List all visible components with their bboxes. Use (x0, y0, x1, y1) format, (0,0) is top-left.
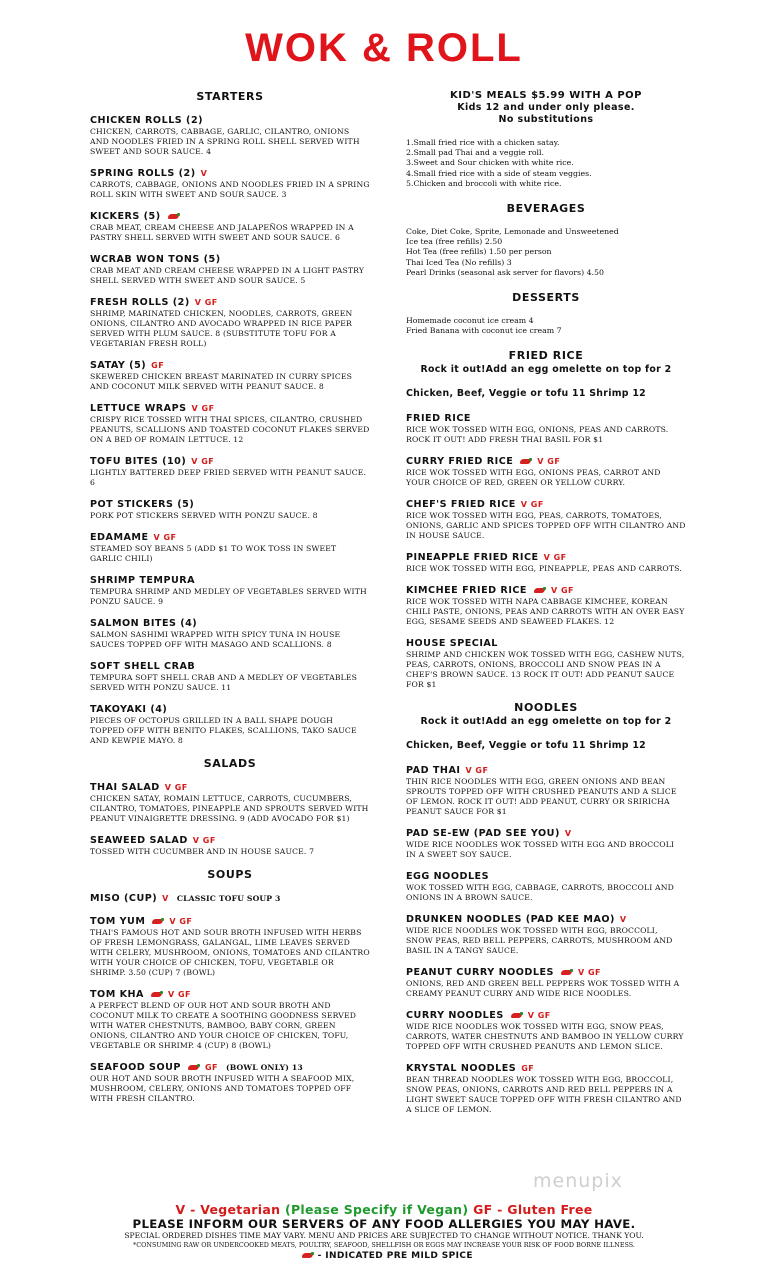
allergy-notice: PLEASE INFORM OUR SERVERS OF ANY FOOD ALLERGIES YOU MAY HAVE. (132, 1217, 636, 1231)
menu-item-header (406, 552, 686, 564)
menu-item-header (406, 1063, 686, 1075)
pepper-icon (167, 213, 180, 220)
kids-note: No substitutions (498, 114, 594, 125)
list-line: 3.Sweet and Sour chicken with white rice. (406, 158, 574, 168)
menu-item (406, 1063, 686, 1115)
menu-item-name: TOM YUM (90, 916, 146, 927)
list-line: Homemade coconut ice cream 4 (406, 316, 534, 326)
menu-item-header (90, 575, 370, 587)
menu-item-description: WOK TOSSED WITH EGG, CABBAGE, CARROTS, BROCCOLI AND ONIONS IN A BROWN SAUCE. (406, 883, 674, 903)
list-line: 5.Chicken and broccoli with white rice. (406, 178, 562, 188)
menu-item (406, 456, 686, 488)
menu-item (90, 893, 370, 905)
menu-item-description: THIN RICE NOODLES WITH EGG, GREEN ONIONS AND BEAN SPROUTS TOPPED OFF WITH CRUSHED PEANUTS AND A SLICE OF LEMON. ROCK IT OUT! ADD PEANUT, CURRY OR SRIRICHA PEANUT SAUCE FOR $1 (406, 777, 677, 817)
menu-item-name: DRUNKEN NOODLES (PAD KEE MAO) (406, 914, 615, 926)
list-line: Hot Tea (free refills) 1.50 per person (406, 247, 552, 257)
kids-meals (406, 90, 686, 126)
menu-item-description: BEAN THREAD NOODLES WOK TOSSED WITH EGG, BROCCOLI, SNOW PEAS, ONIONS, CARROTS AND RED BELL PEPPERS IN A LIGHT SWEET SAUCE TOPPED OFF WITH FRESH CILANTRO AND A SLICE OF LEMON. (406, 1075, 682, 1115)
menu-item (406, 765, 686, 817)
pepper-icon (151, 918, 164, 925)
menu-item-name: KIMCHEE FRIED RICE (406, 585, 527, 597)
menu-item-name: SEAWEED SALAD (90, 835, 188, 846)
menu-item-description: SKEWERED CHICKEN BREAST MARINATED IN CURRY SPICES AND COCONUT MILK SERVED WITH PEANUT SAUCE. 8 (90, 372, 353, 391)
menu-item-name: PINEAPPLE FRIED RICE (406, 552, 539, 564)
list-line: Pearl Drinks (seasonal ask server for flavors) 4.50 (406, 267, 604, 277)
diet-tags: V (564, 829, 572, 839)
menu-item-name: TAKOYAKI (4) (90, 704, 168, 715)
diet-tags: GF (204, 1063, 218, 1072)
menu-item (90, 254, 370, 286)
menu-item-name: KRYSTAL NOODLES (406, 1063, 517, 1075)
menu-item-description: RICE WOK TOSSED WITH EGG, ONIONS, PEAS AND CARROTS. ROCK IT OUT! ADD FRESH THAI BASIL FOR $1 (406, 425, 669, 445)
menu-item-name: TOFU BITES (10) (90, 456, 187, 467)
menu-item-header (90, 782, 370, 794)
menu-item-header (406, 499, 686, 511)
menu-item-description: ONIONS, RED AND GREEN BELL PEPPERS WOK TOSSED WITH A CREAMY PEANUT CURRY AND WIDE RICE NOODLES. (406, 979, 680, 999)
list-line: 4.Small fried rice with a side of steam veggies. (406, 168, 592, 178)
menu-item-name: SHRIMP TEMPURA (90, 575, 196, 586)
menu-item-description: WIDE RICE NOODLES WOK TOSSED WITH EGG, BROCCOLI, SNOW PEAS, RED BELL PEPPERS, CARROTS, MUSHROOM AND BASIL IN A TANGY SAUCE. (406, 926, 673, 956)
menu-item (90, 403, 370, 445)
menu-item-name: CURRY FRIED RICE (406, 456, 514, 468)
menu-item-name: SALMON BITES (4) (90, 618, 198, 629)
menu-item (90, 297, 370, 349)
menu-item-description: TOSSED WITH CUCUMBER AND IN HOUSE SAUCE. 7 (90, 847, 315, 856)
section-title: SALADS (203, 757, 257, 770)
menu-item (90, 835, 370, 857)
diet-tags: V GF (465, 766, 489, 776)
diet-tags: V GF (551, 586, 575, 596)
left-column (90, 90, 370, 1115)
change-notice: SPECIAL ORDERED DISHES TIME MAY VARY. MENU AND PRICES ARE SUBJECTED TO CHANGE WITHOUT NOTICE. THANK YOU. (124, 1231, 644, 1240)
menu-item-description: RICE WOK TOSSED WITH EGG, PEAS, CARROTS, TOMATOES, ONIONS, GARLIC AND SPICES TOPPED OFF WITH CILANTRO AND IN HOUSE SAUCE. (406, 511, 686, 541)
diet-tags: V GF (520, 500, 544, 510)
menu-item-description: RICE WOK TOSSED WITH NAPA CABBAGE KIMCHEE, KOREAN CHILI PASTE, ONIONS, PEAS AND CARROTS WITH AN OVER EASY EGG, SESAME SEEDS AND SEAWEED FLAKES. 12 (406, 597, 685, 627)
menu-item-header (406, 765, 686, 777)
menu-item-header (90, 254, 370, 266)
diet-tags: V GF (164, 783, 188, 792)
menu-item-description: CRISPY RICE TOSSED WITH THAI SPICES, CILANTRO, CRUSHED PEANUTS, SCALLIONS AND TOASTED COCONUT FLAKES SERVED ON A BED OF ROMAIN LETTUCE. 12 (90, 415, 370, 444)
diet-tags: GF (151, 361, 165, 370)
menu-item-name: CHEF'S FRIED RICE (406, 499, 516, 511)
legend-vegan: (Please Specify if Vegan) (284, 1202, 469, 1217)
menu-item (406, 1010, 686, 1052)
fried-rice-list (406, 413, 686, 690)
menu-item-header (90, 532, 370, 544)
menu-item-header (90, 704, 370, 716)
menu-item (406, 413, 686, 445)
menu-item (90, 360, 370, 392)
menu-item-header (90, 835, 370, 847)
menu-item (406, 828, 686, 860)
legend-gluten-free: GF - Gluten Free (473, 1202, 593, 1217)
diet-tags: V (619, 915, 627, 925)
menu-item-name: EGG NOODLES (406, 871, 490, 883)
menu-item-name: CHICKEN ROLLS (2) (90, 115, 204, 126)
menu-item-description: THAI'S FAMOUS HOT AND SOUR BROTH INFUSED WITH HERBS OF FRESH LEMONGRASS, GALANGAL, LIME LEAVES SERVED WITH CELERY, MUSHROOM, ONIONS, TOMATOES AND CILANTRO WITH YOUR CHOICE OF CHICKEN, TOFU, VEGETABLE OR SHRIMP. 3.50 (CUP) 7 (BOWL) (90, 928, 370, 977)
diet-tags: V GF (537, 457, 561, 467)
menu-item-name: EDAMAME (90, 532, 149, 543)
menu-item-description: RICE WOK TOSSED WITH EGG, PINEAPPLE, PEAS AND CARROTS. (406, 564, 682, 574)
list-line: Thai Iced Tea (No refills) 3 (406, 257, 512, 267)
menu-item-header (406, 413, 686, 425)
menu-item-name: LETTUCE WRAPS (90, 403, 187, 414)
menu-item-header (90, 989, 370, 1001)
menu-item-description: STEAMED SOY BEANS 5 (ADD $1 TO WOK TOSS IN SWEET GARLIC CHILI) (90, 544, 337, 563)
list-line: 1.Small fried rice with a chicken satay. (406, 138, 560, 147)
list-line: Coke, Diet Coke, Sprite, Lemonade and Unsweetened (406, 227, 619, 237)
pepper-icon (301, 1252, 314, 1259)
diet-tags: V GF (167, 990, 191, 999)
pepper-icon (150, 991, 163, 998)
menu-item (90, 115, 370, 157)
spice-legend-text: - INDICATED PRE MILD SPICE (317, 1251, 473, 1261)
list-line: Fried Banana with coconut ice cream 7 (406, 326, 562, 336)
menu-item-header (90, 360, 370, 372)
menu-item-header (406, 871, 686, 883)
menu-item (90, 989, 370, 1051)
menu-item-header (90, 893, 370, 905)
menu-item-header (90, 115, 370, 127)
diet-tags: V GF (527, 1011, 551, 1021)
menu-item-name: WCRAB WON TONS (5) (90, 254, 221, 265)
fried-rice-rock: Rock it out!Add an egg omelette on top for 2 (420, 364, 672, 376)
menu-item-name: SATAY (5) (90, 360, 147, 371)
menu-item-header (90, 1062, 370, 1074)
menu-item (406, 499, 686, 541)
consuming-warning: *CONSUMING RAW OR UNDERCOOKED MEATS, POULTRY, SEAFOOD, SHELLFISH OR EGGS MAY INCREASE YOUR RISK OF FOOD BORNE ILLNESS. (133, 1241, 635, 1249)
menu-item-name: THAI SALAD (90, 782, 160, 793)
menu-item-name: TOM KHA (90, 989, 144, 1000)
diet-tags: V GF (191, 404, 215, 413)
pepper-icon (533, 587, 546, 594)
desserts-list (406, 316, 686, 336)
menu-item-description: PIECES OF OCTOPUS GRILLED IN A BALL SHAPE DOUGH TOPPED OFF WITH BENITO FLAKES, SCALLIONS, TAKO SAUCE AND KEWPIE MAYO. 8 (90, 716, 357, 745)
menu-item-header (90, 916, 370, 928)
menu-item-description: TEMPURA SOFT SHELL CRAB AND A MEDLEY OF VEGETABLES SERVED WITH PONZU SAUCE. 11 (90, 673, 358, 692)
menu-item-name: CURRY NOODLES (406, 1010, 504, 1022)
menu-item-name: PAD THAI (406, 765, 461, 777)
menu-item (90, 618, 370, 650)
noodles-proteins: Chicken, Beef, Veggie or tofu 11 Shrimp 12 (406, 740, 647, 752)
menu-item (406, 914, 686, 956)
diet-tags: V GF (194, 298, 218, 307)
menu-item (90, 168, 370, 200)
menu-item (406, 638, 686, 690)
menu-item (406, 871, 686, 903)
menu-item-header (406, 967, 686, 979)
noodles-list (406, 765, 686, 1115)
footer (0, 1202, 768, 1262)
menu-item-header (406, 585, 686, 597)
legend (0, 1202, 768, 1217)
menu-item-header (90, 211, 370, 223)
kids-list (406, 138, 686, 189)
diet-tags: V GF (191, 457, 215, 466)
watermark: menupix (533, 1170, 623, 1192)
diet-tags: V GF (543, 553, 567, 563)
menu-item-header (90, 456, 370, 468)
menu-item (90, 782, 370, 824)
menu-item (90, 704, 370, 746)
menu-item (406, 967, 686, 999)
pepper-icon (187, 1064, 200, 1071)
diet-tags: V GF (577, 968, 601, 978)
menu-item-name: POT STICKERS (5) (90, 499, 195, 510)
fried-rice-proteins: Chicken, Beef, Veggie or tofu 11 Shrimp 12 (406, 388, 647, 400)
diet-tags: V (200, 169, 208, 178)
beverages-list (406, 227, 686, 278)
menu-item-description: CHICKEN, CARROTS, CABBAGE, GARLIC, CILANTRO, ONIONS AND NOODLES FRIED IN A SPRING ROLL SHELL SERVED WITH SWEET AND SOUR SAUCE. 4 (90, 127, 360, 156)
menu-item-name: KICKERS (5) (90, 211, 161, 222)
restaurant-title: WOK & ROLL (245, 26, 523, 70)
menu-item-header (90, 297, 370, 309)
menu-item-header (90, 661, 370, 673)
menu-item-description: SALMON SASHIMI WRAPPED WITH SPICY TUNA IN HOUSE SAUCES TOPPED OFF WITH MASAGO AND SCALLIONS. 8 (90, 630, 341, 649)
noodles-title: NOODLES (514, 701, 578, 715)
menu-item (90, 456, 370, 488)
noodles-rock: Rock it out!Add an egg omelette on top for 2 (420, 716, 672, 728)
menu-item-description: TEMPURA SHRIMP AND MEDLEY OF VEGETABLES SERVED WITH PONZU SAUCE. 9 (90, 587, 367, 606)
menu-item-name: PAD SE-EW (PAD SEE YOU) (406, 828, 560, 840)
menu-item-description: CRAB MEAT AND CREAM CHEESE WRAPPED IN A LIGHT PASTRY SHELL SERVED WITH SWEET AND SOUR SAUCE. 5 (90, 266, 365, 285)
menu-item-name: SOFT SHELL CRAB (90, 661, 196, 672)
pepper-icon (560, 969, 573, 976)
menu-item (406, 585, 686, 627)
menu-item-description: CARROTS, CABBAGE, ONIONS AND NOODLES FRIED IN A SPRING ROLL SKIN WITH SWEET AND SOUR SAUCE. 3 (90, 180, 370, 199)
menu-item (90, 499, 370, 521)
menu-item-name: MISO (CUP) (90, 893, 158, 904)
menu-item-description: SHRIMP AND CHICKEN WOK TOSSED WITH EGG, CASHEW NUTS, PEAS, CARROTS, ONIONS, BROCCOLI AND SNOW PEAS IN A CHEF'S BROWN SAUCE. 13 ROCK IT OUT! ADD PEANUT SAUCE FOR $1 (406, 650, 685, 690)
menu-item-name: HOUSE SPECIAL (406, 638, 498, 650)
menu-item-inline: (BOWL ONLY) 13 (225, 1063, 303, 1072)
menu-item (90, 916, 370, 978)
menu-item-description: LIGHTLY BATTERED DEEP FRIED SERVED WITH PEANUT SAUCE. 6 (90, 468, 367, 487)
menu-item-name: FRIED RICE (406, 413, 471, 425)
menu-item (90, 532, 370, 564)
menu-item-description: WIDE RICE NOODLES WOK TOSSED WITH EGG, SNOW PEAS, CARROTS, WATER CHESTNUTS AND BAMBOO IN YELLOW CURRY TOPPED OFF WITH CRUSHED PEANUTS AND LEMON SLICE. (406, 1022, 684, 1052)
diet-tags: V (162, 894, 169, 903)
menu-item (90, 211, 370, 243)
menu-item-name: FRESH ROLLS (2) (90, 297, 190, 308)
menu-item (406, 552, 686, 574)
fried-rice-title: FRIED RICE (508, 349, 584, 363)
menu-item (90, 1062, 370, 1104)
menu-item-description: RICE WOK TOSSED WITH EGG, ONIONS PEAS, CARROT AND YOUR CHOICE OF RED, GREEN OR YELLOW CURRY. (406, 468, 661, 488)
menu-item-description: WIDE RICE NOODLES WOK TOSSED WITH EGG AND BROCCOLI IN A SWEET SOY SAUCE. (406, 840, 675, 860)
diet-tags: V GF (153, 533, 177, 542)
menu-item-description: CRAB MEAT, CREAM CHEESE AND JALAPEÑOS WRAPPED IN A PASTRY SHELL SERVED WITH SWEET AND SOUR SAUCE. 6 (90, 223, 354, 242)
diet-tags: V GF (169, 917, 193, 926)
beverages-title: BEVERAGES (506, 202, 586, 216)
section-title: SOUPS (207, 868, 253, 881)
section-title: STARTERS (196, 90, 264, 103)
menu-item-header (406, 456, 686, 468)
menu-item-description: OUR HOT AND SOUR BROTH INFUSED WITH A SEAFOOD MIX, MUSHROOM, CELERY, ONIONS AND TOMATOES TOPPED OFF WITH FRESH CILANTRO. (90, 1074, 355, 1103)
spice-legend (0, 1250, 768, 1262)
menu-item-header (90, 403, 370, 415)
menu-item-header (406, 1010, 686, 1022)
menu-item-description: SHRIMP, MARINATED CHICKEN, NOODLES, CARROTS, GREEN ONIONS, CILANTRO AND AVOCADO WRAPPED IN RICE PAPER SERVED WITH PLUM SAUCE. 8 (SUBSTITUTE TOFU FOR A VEGETARIAN FRESH ROLL) (90, 309, 353, 348)
menu-item-header (406, 828, 686, 840)
desserts-title: DESSERTS (512, 291, 580, 305)
menu-item (90, 575, 370, 607)
pepper-icon (519, 458, 532, 465)
legend-vegetarian: V - Vegetarian (175, 1202, 281, 1217)
list-line: 2.Small pad Thai and a veggie roll. (406, 148, 544, 158)
menu-item-description: A PERFECT BLEND OF OUR HOT AND SOUR BROTH AND COCONUT MILK TO CREATE A SOOTHING GOODNESS SERVED WITH WATER CHESTNUTS, BAMBOO, BABY CORN, GREEN ONIONS, CILANTRO AND YOUR CHOICE OF CHICKEN, TOFU, VEGETABLE OR SHRIMP. 4 (CUP) 8 (BOWL) (90, 1001, 357, 1050)
kids-note: Kids 12 and under only please. (457, 102, 635, 113)
menu-item-header (90, 168, 370, 180)
diet-tags: GF (521, 1064, 535, 1074)
menu-item-name: SEAFOOD SOUP (90, 1062, 181, 1073)
menu-item (90, 661, 370, 693)
menu-item-header (406, 638, 686, 650)
list-line: Ice tea (free refills) 2.50 (406, 237, 503, 247)
diet-tags: V GF (192, 836, 216, 845)
menu-item-header (90, 618, 370, 630)
menu-item-name: PEANUT CURRY NOODLES (406, 967, 554, 979)
menu-item-header (406, 914, 686, 926)
pepper-icon (510, 1012, 523, 1019)
menu-item-inline: CLASSIC TOFU SOUP 3 (176, 894, 281, 903)
menu-item-header (90, 499, 370, 511)
right-column (406, 90, 686, 1126)
menu-item-name: SPRING ROLLS (2) (90, 168, 196, 179)
kids-title: KID'S MEALS $5.99 WITH A POP (449, 90, 642, 101)
menu-item-description: CHICKEN SATAY, ROMAIN LETTUCE, CARROTS, CUCUMBERS, CILANTRO, TOMATOES, PINEAPPLE AND SPROUTS SERVED WITH PEANUT VINAIGRETTE DRESSING. 9 (ADD AVOCADO FOR $1) (90, 794, 369, 823)
menu-item-description: PORK POT STICKERS SERVED WITH PONZU SAUCE. 8 (90, 511, 318, 520)
